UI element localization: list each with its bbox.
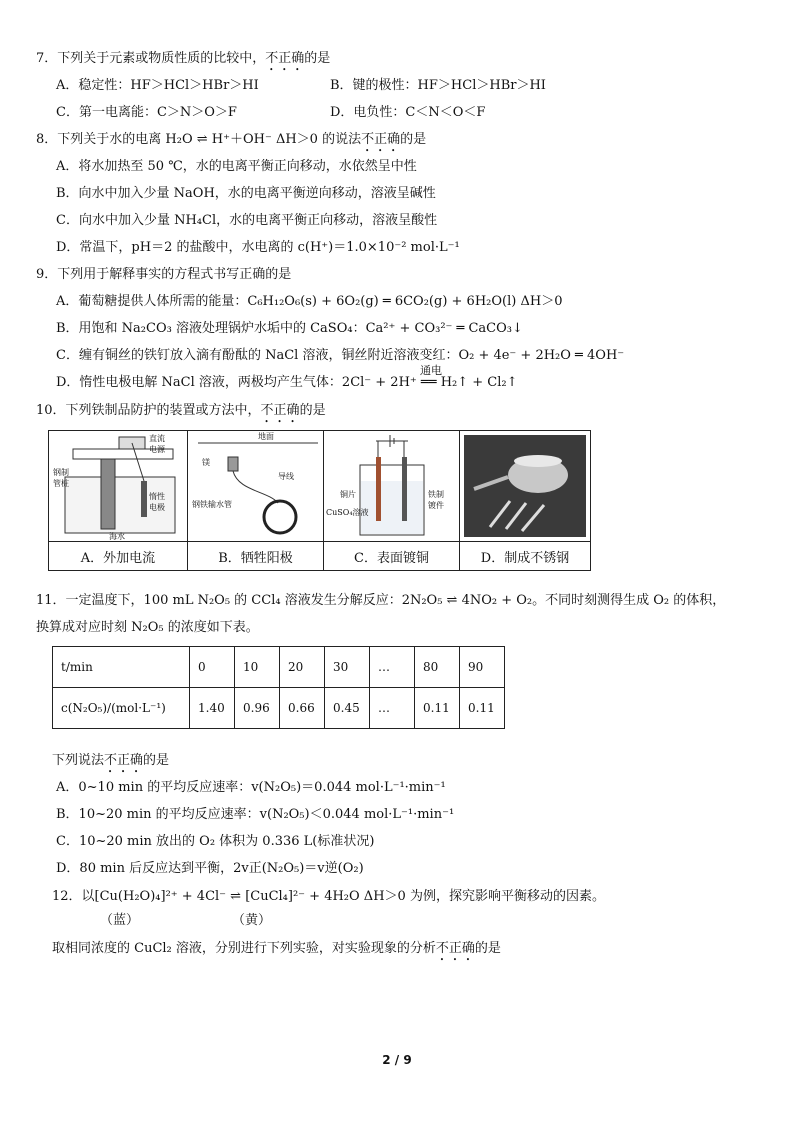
q8-option-b: B．向水中加入少量 NaOH，水的电离平衡逆向移动，溶液呈碱性 [56, 186, 436, 201]
q7-option-c: C．第一电离能：C＞N＞O＞F [56, 105, 237, 120]
sacrificial-anode-diagram [188, 431, 323, 541]
q10-figure-table [48, 430, 591, 571]
table-cell: 30 [325, 647, 370, 688]
caption-b: B．牺牲阳极 [188, 542, 324, 571]
impressed-current-diagram [49, 431, 187, 541]
q9-stem: 9．下列用于解释事实的方程式书写正确的是 [36, 267, 292, 282]
table-cell: 90 [460, 647, 505, 688]
table-cell: t/min [53, 647, 190, 688]
label-power: 直流 电源 [149, 434, 165, 454]
table-cell: 0 [190, 647, 235, 688]
q7-option-a: A．稳定性：HF＞HCl＞HBr＞HI [56, 78, 259, 93]
table-cell: 80 [415, 647, 460, 688]
label-wire: 导线 [278, 472, 294, 481]
iron-workpiece [402, 457, 407, 521]
q11-option-a: A．0~10 min 的平均反应速率：v(N₂O₅)＝0.044 mol·L⁻¹·min⁻¹ [56, 780, 446, 795]
q12-yellow-label: （黄） [232, 913, 272, 928]
stainless-steel-photo [460, 431, 590, 541]
q11-stem-line2: 换算成对应时刻 N₂O₅ 的浓度如下表。 [36, 620, 259, 635]
copper-plate [376, 457, 381, 521]
q8-stem: 8．下列关于水的电离 H₂O ⇌ H⁺＋OH⁻ ΔH＞0 的说法不正确的是 [36, 132, 427, 147]
caption-d: D．制成不锈钢 [460, 542, 591, 571]
q9-d-condition-label: 通电 [420, 364, 442, 377]
q11-option-c: C．10~20 min 放出的 O₂ 体积为 0.336 L(标准状况) [56, 834, 375, 849]
q11-option-d: D．80 min 后反应达到平衡，2v正(N₂O₅)＝v逆(O₂) [56, 861, 364, 876]
table-cell: 1.40 [190, 688, 235, 729]
table-cell: 10 [235, 647, 280, 688]
label-electrode: 惰性 电极 [149, 492, 165, 512]
q9-option-c: C．缠有铜丝的铁钉放入滴有酚酞的 NaCl 溶液，铜丝附近溶液变红：O₂ + 4e⁻ + 2H₂O ═ 4OH⁻ [56, 348, 625, 363]
q9-option-b: B．用饱和 Na₂CO₃ 溶液处理锅炉水垢中的 CaSO₄：Ca²⁺ + CO₃²⁻ ═ CaCO₃↓ [56, 321, 523, 336]
q7-option-b: B．键的极性：HF＞HCl＞HBr＞HI [330, 78, 546, 93]
table-cell: c(N₂O₅)/(mol·L⁻¹) [53, 688, 190, 729]
q8-option-a: A．将水加热至 50 ℃，水的电离平衡正向移动，水依然呈中性 [56, 159, 417, 174]
figure-b-cell [188, 431, 324, 542]
q7-stem: 7．下列关于元素或物质性质的比较中，不正确的是 [36, 51, 331, 66]
inert-electrode [141, 481, 147, 517]
label-sea: 海水 [109, 532, 125, 541]
q11-data-table [52, 646, 505, 729]
page-number: 2 / 9 [382, 1053, 412, 1067]
q8-option-c: C．向水中加入少量 NH₄Cl，水的电离平衡正向移动，溶液呈酸性 [56, 213, 438, 228]
q11-stem-line1: 11．一定温度下，100 mL N₂O₅ 的 CCl₄ 溶液发生分解反应：2N₂O₅ ⇌ 4NO₂ + O₂。不同时刻测得生成 O₂ 的体积， [36, 593, 726, 608]
wire-path [233, 471, 278, 503]
label-cuso4: CuSO₄溶液 [326, 508, 369, 517]
table-cell: 0.45 [325, 688, 370, 729]
q10-stem: 10．下列铁制品防护的装置或方法中，不正确的是 [36, 403, 326, 418]
label-pipe-b: 钢铁输水管 [192, 500, 232, 509]
q8-option-d: D．常温下，pH＝2 的盐酸中，水电离的 c(H⁺)＝1.0×10⁻² mol·L⁻¹ [56, 240, 460, 255]
table-row [53, 688, 505, 729]
label-copper: 铜片 [340, 490, 356, 499]
steel-pile [101, 459, 115, 529]
caption-a: A．外加电流 [49, 542, 188, 571]
table-cell: 0.66 [280, 688, 325, 729]
q7-option-d: D．电负性：C＜N＜O＜F [330, 105, 486, 120]
pot-lid [514, 455, 562, 467]
table-row [53, 647, 505, 688]
table-cell: … [370, 647, 415, 688]
q11-question: 下列说法不正确的是 [52, 753, 170, 768]
q9-option-d: D．惰性电极电解 NaCl 溶液，两极均产生气体：2Cl⁻ + 2H⁺ ══ H₂↑ + Cl₂↑ [56, 375, 518, 390]
label-pipe: 钢制 管桩 [53, 468, 69, 488]
q12-question: 取相同浓度的 CuCl₂ 溶液，分别进行下列实验，对实验现象的分析不正确的是 [52, 941, 501, 956]
q9-option-a: A．葡萄糖提供人体所需的能量：C₆H₁₂O₆(s) + 6O₂(g) ═ 6CO₂(g) + 6H₂O(l) ΔH＞0 [56, 294, 563, 309]
solution-fill [361, 481, 423, 534]
q12-stem: 12．以[Cu(H₂O)₄]²⁺ + 4Cl⁻ ⇌ [CuCl₄]²⁻ + 4H₂O ΔH＞0 为例，探究影响平衡移动的因素。 [52, 889, 605, 904]
figure-d-cell [460, 431, 591, 542]
label-magnesium: 镁 [202, 458, 210, 467]
figure-a-cell [49, 431, 188, 542]
label-iron-part: 铁制 镀件 [428, 490, 444, 510]
table-cell: 20 [280, 647, 325, 688]
table-cell: 0.96 [235, 688, 280, 729]
table-cell: 0.11 [460, 688, 505, 729]
water-pipe-ring [264, 501, 296, 533]
caption-c: C．表面镀铜 [324, 542, 460, 571]
table-cell: … [370, 688, 415, 729]
q12-blue-label: （蓝） [100, 913, 140, 928]
magnesium-block [228, 457, 238, 471]
label-ground: 地面 [258, 432, 274, 441]
table-cell: 0.11 [415, 688, 460, 729]
copper-plating-diagram [324, 431, 459, 541]
q11-option-b: B．10~20 min 的平均反应速率：v(N₂O₅)＜0.044 mol·L⁻¹·min⁻¹ [56, 807, 455, 822]
figure-c-cell [324, 431, 460, 542]
